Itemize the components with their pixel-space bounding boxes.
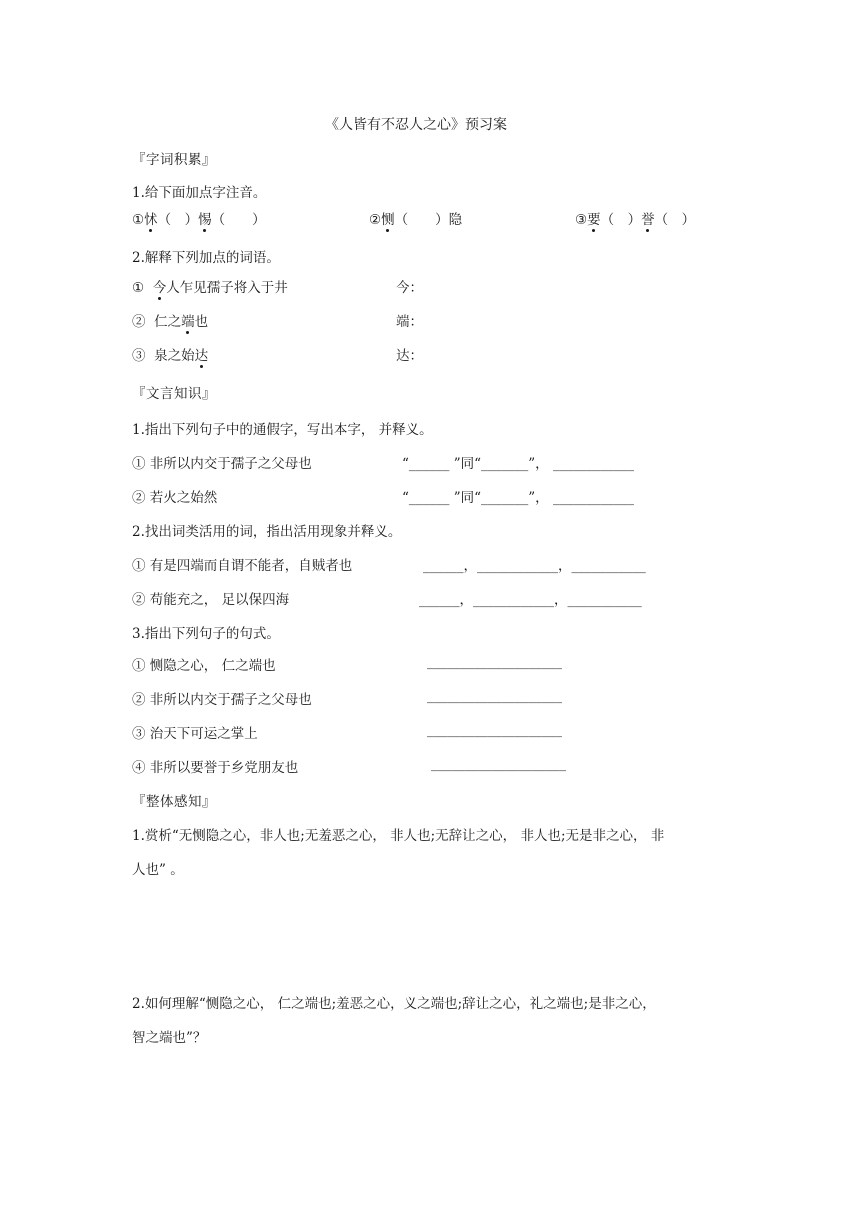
explain-item-3: ③ 泉之始达 [132, 344, 208, 364]
section-heading-vocab: 『字词积累』 [132, 152, 216, 168]
word-class-sentence-1: ① 有是四端而自谓不能者，自贼者也 [132, 558, 353, 574]
char-text: 隐 [448, 212, 463, 228]
question-explain: 2.解释下列加点的词语。 [132, 250, 280, 266]
explain-item-1: ① 今人乍见孺子将入于井 [132, 276, 288, 296]
item-number: ② [132, 314, 146, 330]
pattern-blank-3[interactable]: ____________________ [427, 722, 562, 738]
answer-blank[interactable]: （ ） [600, 212, 642, 228]
item-number: ③ [132, 348, 146, 364]
answer-blank[interactable]: （ ） [157, 212, 199, 228]
dotted-char: 要 [587, 208, 601, 228]
pinyin-item-3 [575, 208, 695, 228]
page-title: 《人皆有不忍人之心》预习案 [325, 117, 507, 133]
pattern-blank-1[interactable]: ____________________ [427, 654, 562, 670]
pattern-blank-4[interactable]: ____________________ [431, 756, 566, 772]
tongjia-blank-2[interactable]: “______ ”同“_______”， ____________ [402, 490, 634, 506]
pattern-sentence-4: ④ 非所以要誉于乡党朋友也 [132, 760, 299, 776]
pinyin-item-1 [132, 208, 266, 228]
overall-question-1-line-1: 1.赏析“无恻隐之心，非人也;无羞恶之心， 非人也;无辞让之心， 非人也;无是非之心， 非 [132, 828, 665, 844]
explain-answer-2[interactable]: 端： [396, 314, 423, 330]
pinyin-item-2 [369, 208, 462, 228]
tongjia-sentence-1: ① 非所以内交于孺子之父母也 [132, 456, 312, 472]
dotted-char: 怵 [144, 208, 158, 228]
dotted-char: 达 [195, 344, 209, 364]
dotted-char: 惕 [198, 208, 212, 228]
dotted-char: 誉 [641, 208, 655, 228]
item-number: ③ [575, 212, 588, 228]
question-pinyin: 1.给下面加点字注音。 [132, 185, 267, 201]
dotted-char: 端 [181, 310, 195, 330]
explain-answer-1[interactable]: 今： [396, 280, 423, 296]
tongjia-blank-1[interactable]: “______ ”同“_______”， ____________ [402, 456, 634, 472]
tongjia-sentence-2: ② 若火之始然 [132, 490, 218, 506]
word-class-blank-2[interactable]: ______，____________，___________ [419, 592, 642, 608]
pattern-sentence-1: ① 恻隐之心， 仁之端也 [132, 658, 276, 674]
pattern-blank-2[interactable]: ____________________ [427, 688, 562, 704]
section-heading-overall: 『整体感知』 [132, 794, 216, 810]
item-number: ① [132, 212, 145, 228]
question-tongjia: 1.指出下列句子中的通假字，写出本字， 并释义。 [132, 422, 433, 438]
answer-blank[interactable]: （ ） [211, 212, 266, 228]
dotted-char: 恻 [381, 208, 395, 228]
question-sentence-pattern: 3.指出下列句子的句式。 [132, 626, 280, 642]
word-class-sentence-2: ② 苟能充之， 足以保四海 [132, 592, 290, 608]
word-class-blank-1[interactable]: ______，____________，___________ [423, 558, 646, 574]
explain-item-2: ② 仁之端也 [132, 310, 208, 330]
dotted-char: 今 [153, 276, 167, 296]
overall-question-1-line-2: 人也” 。 [132, 862, 184, 878]
overall-question-2-line-1: 2.如何理解“恻隐之心， 仁之端也;羞恶之心，义之端也;辞让之心，礼之端也;是非之心， [132, 996, 656, 1012]
answer-blank[interactable]: （ ） [654, 212, 696, 228]
overall-question-2-line-2: 智之端也”？ [132, 1030, 207, 1046]
pattern-sentence-2: ② 非所以内交于孺子之父母也 [132, 692, 312, 708]
pattern-sentence-3: ③ 治天下可运之掌上 [132, 726, 258, 742]
item-number: ① [132, 280, 145, 296]
item-number: ② [369, 212, 382, 228]
section-heading-classical: 『文言知识』 [132, 386, 216, 402]
explain-answer-3[interactable]: 达： [396, 348, 423, 364]
answer-blank[interactable]: （ ） [394, 212, 449, 228]
question-word-class: 2.找出词类活用的词，指出活用现象并释义。 [132, 524, 402, 540]
